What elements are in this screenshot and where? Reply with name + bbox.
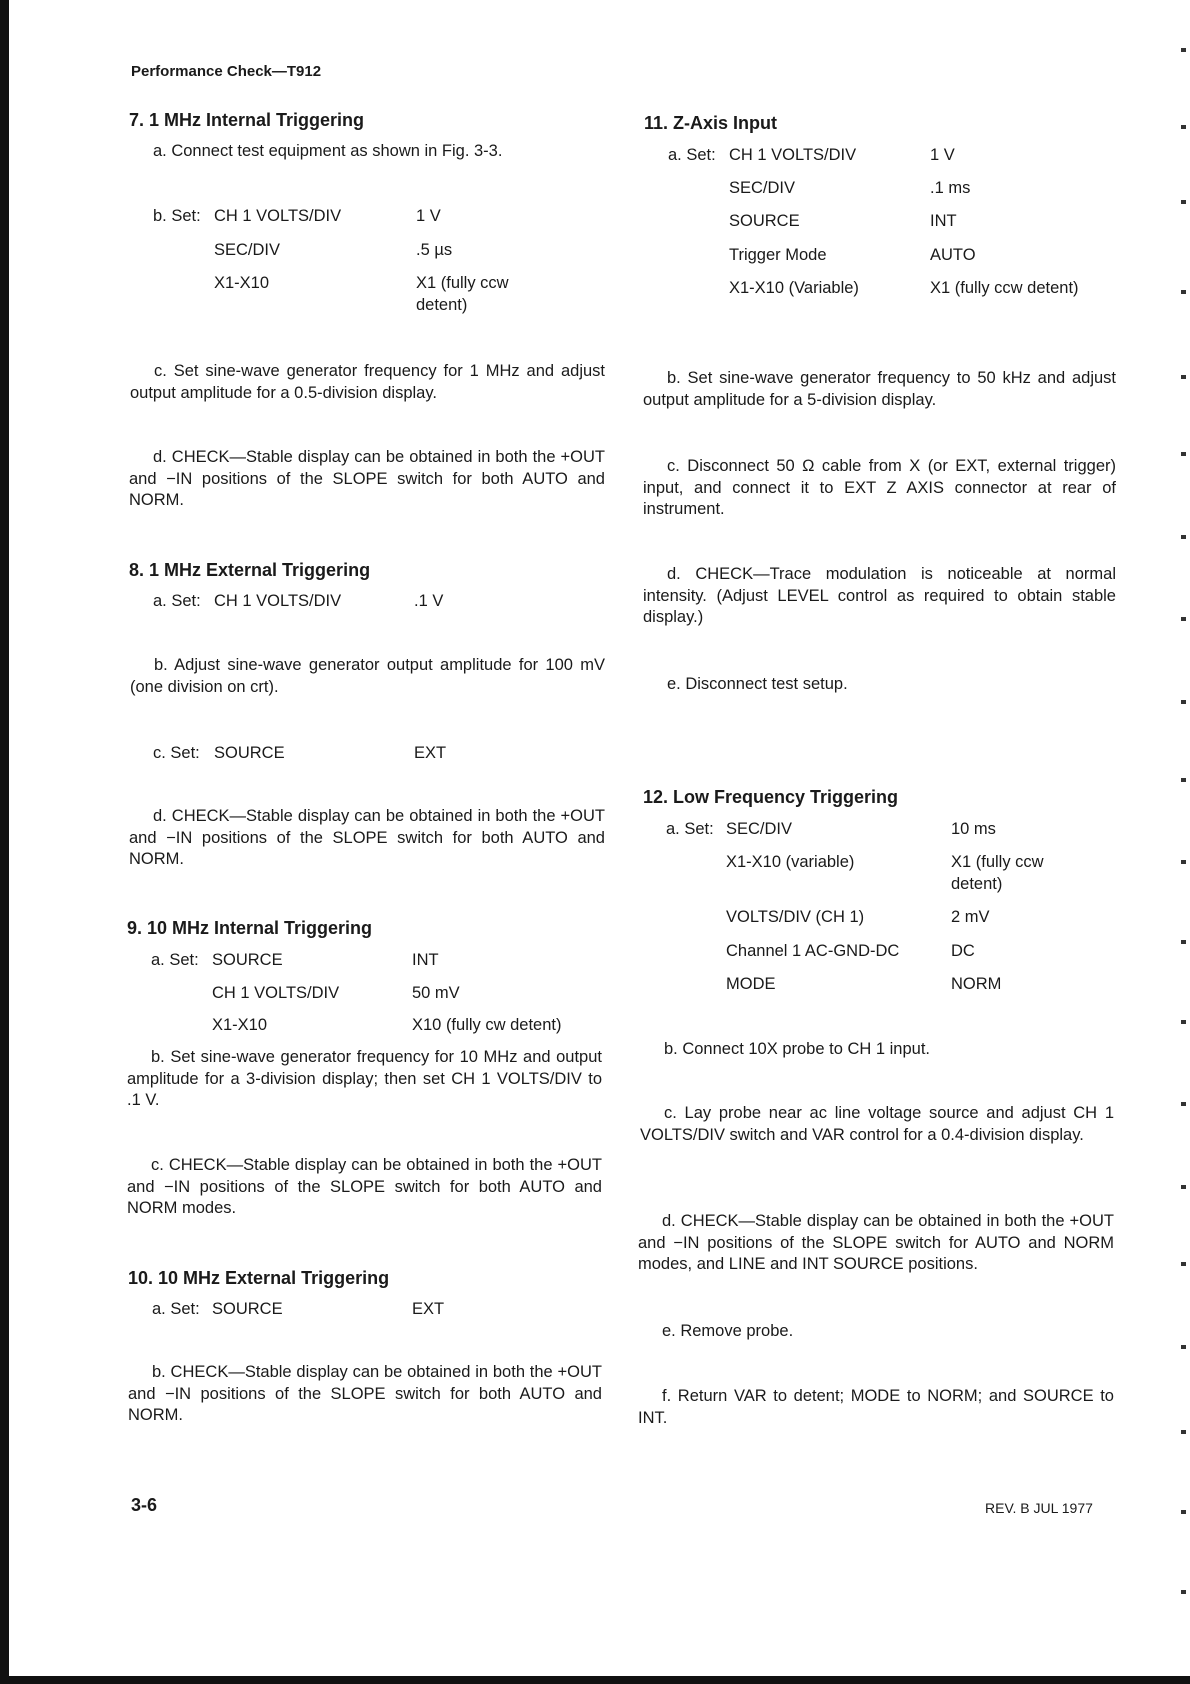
s11-step-c-text: c. Disconnect 50 Ω cable from X (or EXT, external trigger) input, and connect it to EXT Z AXIS connector at rear of instrument. xyxy=(643,457,1116,518)
s11-step-d-text: d. CHECK—Trace modulation is noticeable at normal intensity. (Adjust LEVEL control as required to obtain stable display.) xyxy=(643,565,1116,626)
s11-a-value: .1 ms xyxy=(930,179,971,197)
section-10-heading: 10. 10 MHz External Triggering xyxy=(128,1268,390,1288)
s9-step-b xyxy=(127,1047,602,1112)
s7-step-c-text: c. Set sine-wave generator frequency for 1 MHz and adjust output amplitude for a 0.5-division display. xyxy=(130,362,605,402)
s7-b-value: 1 V xyxy=(416,207,441,225)
s11-step-b xyxy=(643,368,1116,411)
s11-a-label: a. Set: xyxy=(668,146,716,164)
section-12-heading: 12. Low Frequency Triggering xyxy=(643,787,899,807)
s12-a-value: 10 ms xyxy=(951,820,996,838)
s9-a-value: 50 mV xyxy=(412,984,460,1002)
s12-a-control: VOLTS/DIV (CH 1) xyxy=(726,908,865,926)
s11-step-b-text: b. Set sine-wave generator frequency to 50 kHz and adjust output amplitude for a 5-division display. xyxy=(643,369,1116,409)
section-7-heading: 7. 1 MHz Internal Triggering xyxy=(129,110,365,130)
s12-a-value: DC xyxy=(951,942,975,960)
scan-right-edge-marks xyxy=(1180,0,1186,1684)
s9-a-control: X1-X10 xyxy=(212,1016,268,1034)
s12-a-value: NORM xyxy=(951,975,1002,993)
s12-a-control: Channel 1 AC-GND-DC xyxy=(726,942,900,960)
s11-a-control: SEC/DIV xyxy=(729,179,796,197)
s12-a-control: SEC/DIV xyxy=(726,820,793,838)
s8-a-control: CH 1 VOLTS/DIV xyxy=(214,592,342,610)
s11-a-control: SOURCE xyxy=(729,212,800,230)
s9-a-control: SOURCE xyxy=(212,951,283,969)
s8-step-b-text: b. Adjust sine-wave generator output amplitude for 100 mV (one division on crt). xyxy=(130,656,605,696)
scan-left-edge xyxy=(0,0,9,1684)
s12-step-d-text: d. CHECK—Stable display can be obtained in both the +OUT and −IN positions of the SLOPE switch for AUTO and NORM modes, and LINE and INT SOURCE positions. xyxy=(638,1212,1114,1273)
s11-a-control: CH 1 VOLTS/DIV xyxy=(729,146,857,164)
s12-step-e: e. Remove probe. xyxy=(662,1322,794,1340)
s9-step-c-text: c. CHECK—Stable display can be obtained in both the +OUT and −IN positions of the SLOPE switch for both AUTO and NORM modes. xyxy=(127,1156,602,1217)
revision-date: REV. B JUL 1977 xyxy=(985,1500,1093,1516)
section-9-heading: 9. 10 MHz Internal Triggering xyxy=(127,918,373,938)
s11-a-value: INT xyxy=(930,212,957,230)
s8-step-d xyxy=(129,806,605,871)
s11-a-value: 1 V xyxy=(930,146,955,164)
s12-step-f xyxy=(638,1386,1114,1429)
section-8-heading: 8. 1 MHz External Triggering xyxy=(129,560,371,580)
s7-b-value: X1 (fully ccw xyxy=(416,274,509,292)
s7-b-control: X1-X10 xyxy=(214,274,270,292)
s7-b-value-cont: detent) xyxy=(416,296,468,314)
s11-step-d xyxy=(643,564,1116,629)
s7-step-a: a. Connect test equipment as shown in Fig. 3-3. xyxy=(153,142,503,160)
s10-a-value: EXT xyxy=(412,1300,445,1318)
s10-step-b xyxy=(128,1362,602,1427)
s8-a-label: a. Set: xyxy=(153,592,201,610)
s11-a-control: Trigger Mode xyxy=(729,246,827,264)
s7-b-value: .5 µs xyxy=(416,241,453,259)
s7-b-label: b. Set: xyxy=(153,207,201,225)
s7-b-control: CH 1 VOLTS/DIV xyxy=(214,207,342,225)
s12-step-c xyxy=(640,1103,1114,1146)
s12-step-b: b. Connect 10X probe to CH 1 input. xyxy=(664,1040,930,1058)
s11-step-c xyxy=(643,456,1116,521)
s12-a-value-cont: detent) xyxy=(951,875,1003,893)
s10-a-label: a. Set: xyxy=(152,1300,200,1318)
s12-a-control: X1-X10 (variable) xyxy=(726,853,855,871)
s9-a-control: CH 1 VOLTS/DIV xyxy=(212,984,340,1002)
s10-step-b-text: b. CHECK—Stable display can be obtained in both the +OUT and −IN positions of the SLOPE switch for both AUTO and NORM. xyxy=(128,1363,602,1424)
section-11-heading: 11. Z-Axis Input xyxy=(644,113,778,133)
s9-a-label: a. Set: xyxy=(151,951,199,969)
s12-a-value: 2 mV xyxy=(951,908,990,926)
s12-step-d xyxy=(638,1211,1114,1276)
s8-step-b xyxy=(130,655,605,698)
s12-a-value: X1 (fully ccw xyxy=(951,853,1044,871)
s12-step-f-text: f. Return VAR to detent; MODE to NORM; and SOURCE to INT. xyxy=(638,1387,1114,1427)
s11-a-control: X1-X10 (Variable) xyxy=(729,279,859,297)
page-number: 3-6 xyxy=(131,1495,158,1515)
s12-a-control: MODE xyxy=(726,975,776,993)
s11-a-value: AUTO xyxy=(930,246,976,264)
s8-c-label: c. Set: xyxy=(153,744,200,762)
s11-a-value: X1 (fully ccw detent) xyxy=(930,279,1079,297)
s8-step-d-text: d. CHECK—Stable display can be obtained in both the +OUT and −IN positions of the SLOPE switch for both AUTO and NORM. xyxy=(129,807,605,868)
s12-a-label: a. Set: xyxy=(666,820,714,838)
s9-step-c xyxy=(127,1155,602,1220)
s9-a-value: X10 (fully cw detent) xyxy=(412,1016,562,1034)
s7-step-d xyxy=(129,447,605,512)
s11-step-e: e. Disconnect test setup. xyxy=(667,675,848,693)
s7-b-control: SEC/DIV xyxy=(214,241,281,259)
s7-step-c xyxy=(130,361,605,404)
s8-c-value: EXT xyxy=(414,744,447,762)
scan-bottom-edge xyxy=(0,1676,1190,1684)
page-header: Performance Check—T912 xyxy=(131,63,322,80)
s9-a-value: INT xyxy=(412,951,439,969)
s12-step-c-text: c. Lay probe near ac line voltage source and adjust CH 1 VOLTS/DIV switch and VAR control for a 0.4-division display. xyxy=(640,1104,1114,1144)
s8-a-value: .1 V xyxy=(414,592,444,610)
s10-a-control: SOURCE xyxy=(212,1300,283,1318)
s9-step-b-text: b. Set sine-wave generator frequency for 10 MHz and output amplitude for a 3-division display; then set CH 1 VOLTS/DIV to .1 V. xyxy=(127,1048,602,1109)
s7-step-d-text: d. CHECK—Stable display can be obtained in both the +OUT and −IN positions of the SLOPE switch for both AUTO and NORM. xyxy=(129,448,605,509)
s8-c-control: SOURCE xyxy=(214,744,285,762)
